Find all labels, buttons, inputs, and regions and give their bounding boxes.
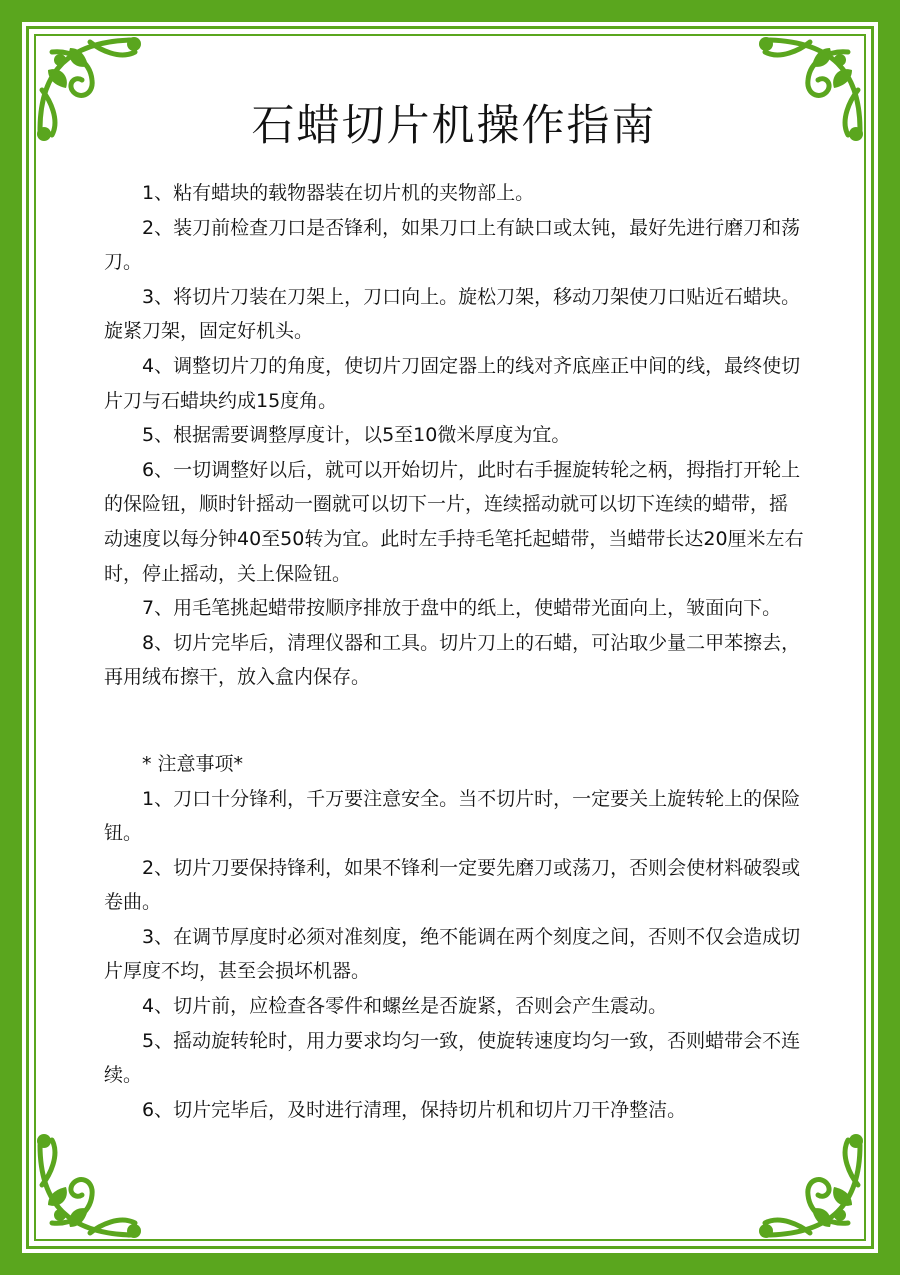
note-item: 6、切片完毕后，及时进行清理，保持切片机和切片刀干净整洁。 (142, 1098, 687, 1121)
note-item: 3、在调节厚度时必须对准刻度，绝不能调在两个刻度之间，否则不仅会造成切片厚度不均，甚至会损坏机器。 (104, 925, 801, 983)
section-spacer (104, 695, 804, 747)
step-item: 3、将切片刀装在刀架上，刀口向上。旋松刀架，移动刀架使刀口贴近石蜡块。旋紧刀架，固定好机头。 (104, 285, 801, 343)
note-item: 5、摇动旋转轮时，用力要求均匀一致，使旋转速度均匀一致，否则蜡带会不连续。 (104, 1029, 801, 1087)
step-item: 7、用毛笔挑起蜡带按顺序排放于盘中的纸上，使蜡带光面向上，皱面向下。 (142, 597, 782, 620)
step-item: 2、装刀前检查刀口是否锋利，如果刀口上有缺口或太钝，最好先进行磨刀和荡刀。 (104, 216, 801, 274)
step-item: 8、切片完毕后，清理仪器和工具。切片刀上的石蜡，可沾取少量二甲苯擦去，再用绒布擦干，放入盒内保存。 (104, 631, 801, 689)
notes-heading: * 注意事项* (142, 752, 244, 775)
page-title: 石蜡切片机操作指南 (251, 101, 657, 151)
step-item: 5、根据需要调整厚度计，以5至10微米厚度为宜。 (142, 424, 571, 447)
instructions-body (104, 176, 804, 1127)
note-item: 2、切片刀要保持锋利，如果不锋利一定要先磨刀或荡刀，否则会使材料破裂或卷曲。 (104, 856, 801, 914)
note-item: 1、刀口十分锋利，千万要注意安全。当不切片时，一定要关上旋转轮上的保险钮。 (104, 787, 801, 845)
note-item: 4、切片前，应检查各零件和螺丝是否旋紧，否则会产生震动。 (142, 995, 668, 1018)
step-item: 1、粘有蜡块的载物器装在切片机的夹物部上。 (142, 182, 535, 204)
step-item: 4、调整切片刀的角度，使切片刀固定器上的线对齐底座正中间的线，最终使切片刀与石蜡块约成15度角。 (104, 354, 801, 412)
step-item: 6、一切调整好以后，就可以开始切片，此时右手握旋转轮之柄，拇指打开轮上的保险钮，顺时针摇动一圈就可以切下一片，连续摇动就可以切下连续的蜡带，摇动速度以每分钟40至50转为宜。此时左手持毛笔托起蜡带，当蜡带长达20厘米左右时，停止摇动，关上保险钮。 (104, 458, 804, 585)
content-area (104, 0, 804, 1275)
